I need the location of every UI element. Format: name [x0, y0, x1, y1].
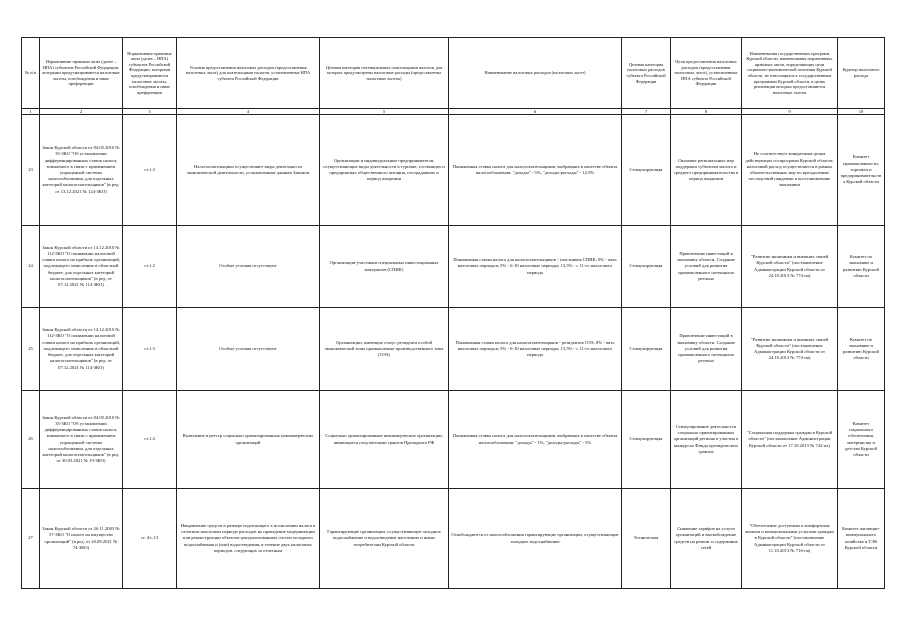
expenditure-type-cell: Стимулирующая — [622, 226, 671, 308]
conditions-cell: Направление средств в размере подлежащего к исчислению налога в отчетном налоговом периоде расходов на проведение модернизации или реконструкции объектов централизованных систем холодного водоснабжения и (или) водоотведения, в течение двух налоговых периодов, следующих за отчетным — [177, 489, 320, 589]
header-cell-category: Целевая категория потенциальных плательщиков налогов, для которых предусмотрены налоговые расходы (предоставлены налоговые льготы) — [320, 38, 449, 109]
column-number: 7 — [622, 109, 671, 115]
goal-cell: Привлечение инвестиций в экономику области. Создание условий для развития промышленного потенциала региона — [671, 308, 742, 391]
conditions-cell: Особые условия отсутствуют — [177, 308, 320, 391]
column-number: 4 — [177, 109, 320, 115]
article-cell: ст. 4/с.13 — [123, 489, 177, 589]
row-number: 24 — [22, 226, 40, 308]
program-cell: "Развитие экономики и внешних связей Курской области" (постановление Администрации Курской области от 24.10.2013 № 774-па) — [742, 308, 838, 391]
conditions-cell: Налогоплательщики осуществляют виды деятельности экономической деятельности, установленные данным Законом — [177, 115, 320, 226]
curator-cell: Комитет по экономике и развитию Курской области — [838, 226, 885, 308]
expenditure-type-cell: Стимулирующая — [622, 115, 671, 226]
header-cell-num: № п/п — [22, 38, 40, 109]
header-cell-curator: Куратор налогового расхода — [838, 38, 885, 109]
tax-expenditure-name-cell: Пониженная ставка налога для налогоплательщиков, выбравших в качестве объекта налогообложения: "доходы" - 5%; "доходы-расходы" - 12,5% — [449, 115, 622, 226]
program-cell: "Развитие экономики и внешних связей Курской области" (постановление Администрации Курской области от 24.10.2013 № 774-па) — [742, 226, 838, 308]
header-cell-name: Наименование налоговых расходов (налоговых льгот) — [449, 38, 622, 109]
header-cell-article: Нормативные правовые акты (далее – НПА) субъектов Российской Федерации, которыми предусматриваются налоговые льготы, освобождения и иные преференции — [123, 38, 177, 109]
table-row — [22, 226, 885, 308]
goal-cell: Стимулирование деятельности социально ориентированных организаций региона в участии в конкурсах Фонда президентских грантов — [671, 391, 742, 489]
header-cell-goal: Цели предоставления налоговых расходов (предоставления налоговых льгот), установленные НПА субъекта Российской Федерации — [671, 38, 742, 109]
header-row — [22, 38, 885, 109]
program-cell: "Социальная поддержка граждан в Курской области" (постановление Администрации Курской области от 17.10.2013 № 742-па) — [742, 391, 838, 489]
legal-act-cell: Закон Курской области от 14.12.2010 № 112-ЗКО "О понижении налоговой ставки налога на прибыль организаций, подлежащего зачислению в областной бюджет, для отдельных категорий налогоплательщиков" (в ред. от 07.12.2021 № 114-ЗКО) — [40, 308, 123, 391]
column-number: 5 — [320, 109, 449, 115]
category-cell: Гарантирующие организации, осуществляющие холодное водоснабжение и водоотведение населению и иным потребителям Курской области — [320, 489, 449, 589]
table-row — [22, 308, 885, 391]
category-cell: Организации-участники специальных инвестиционных контрактов (СПИК) — [320, 226, 449, 308]
category-cell: Организации, имеющие статус резидента особой экономической зоны промышленно-производственного типа (ОЭЗ) — [320, 308, 449, 391]
table-row — [22, 115, 885, 226]
curator-cell: Комитет промышленности, торговли и предпринимательства Курской области — [838, 115, 885, 226]
legal-act-cell: Закон Курской области от 04.05.2010 № 35-ЗКО "Об установлении дифференцированных ставок налога, взимаемого в связи с применением упрощенной системы налогообложения, для отдельных категорий налогоплательщиков" (в ред. от 13.12.2021 № 124-ЗКО) — [40, 115, 123, 226]
article-cell: ст.1.2 — [123, 226, 177, 308]
row-number: 27 — [22, 489, 40, 589]
goal-cell: Привлечение инвестиций в экономику области. Создание условий для развития промышленного потенциала региона — [671, 226, 742, 308]
goal-cell: Оказание региональных мер поддержки субъектам малого и среднего предпринимательства в период пандемии — [671, 115, 742, 226]
article-cell: ст.1.3 — [123, 115, 177, 226]
category-cell: Социально ориентированные некоммерческие организации, являющиеся получателями грантов Президента РФ — [320, 391, 449, 489]
program-cell: "Обеспечение доступным и комфортным жильем и коммунальными услугами граждан в Курской области" (постановление Администрации Курской области от 11.10.2013 № 716-па) — [742, 489, 838, 589]
header-cell-type: Целевая категория налоговых расходов субъекта Российской Федерации — [622, 38, 671, 109]
tax-expenditure-table — [21, 37, 885, 589]
category-cell: Организации и индивидуальные предприниматели, осуществляющие виды деятельности в туризме, гостиницах и предприятиях общественного питания, пострадавших в период пандемии — [320, 115, 449, 226]
table-row — [22, 391, 885, 489]
tax-expenditure-name-cell: Пониженная ставка налога для налогоплательщиков - участников СПИК: 0% - пять налоговых периодов; 5% - 6-10 налоговые периоды; 13,5% - с 11-го налогового периода — [449, 226, 622, 308]
tax-expenditure-name-cell: Освобождаются от налогообложения гарантирующие организации, осуществляющие холодное водоснабжение — [449, 489, 622, 589]
header-cell-conditions: Условия предоставления налоговых расходов (предоставления налоговых льгот) для плательщиков налогов, установленные НПА субъекта Российской Федерации — [177, 38, 320, 109]
column-number: 3 — [123, 109, 177, 115]
legal-act-cell: Закон Курской области от 14.12.2010 № 112-ЗКО "О понижении налоговой ставки налога на прибыль организаций, подлежащего зачислению в областной бюджет, для отдельных категорий налогоплательщиков" (в ред. от 07.12.2021 № 114-ЗКО) — [40, 226, 123, 308]
conditions-cell: Особые условия отсутствуют — [177, 226, 320, 308]
column-number: 10 — [838, 109, 885, 115]
expenditure-type-cell: Техническая — [622, 489, 671, 589]
legal-act-cell: Закон Курской области от 04.05.2010 № 35-ЗКО "Об установлении дифференцированных ставок налога, взимаемого в связи с применением упрощенной системы налогообложения, для отдельных категорий налогоплательщиков" (в ред. от 30.03.2021 № 19-ЗКО) — [40, 391, 123, 489]
row-number: 26 — [22, 391, 40, 489]
column-number: 2 — [40, 109, 123, 115]
legal-act-cell: Закон Курской области от 26.11.2003 № 57-ЗКО "О налоге на имущество организаций" (в ред. от 20.08.2021 № 74-ЗКО) — [40, 489, 123, 589]
tax-expenditure-name-cell: Пониженная ставка налога для налогоплательщиков - резидентов ОЭЗ: 0% - пять налоговых периодов; 5% - 6-10 налоговые периоды; 13,5% - с 11-го налогового периода — [449, 308, 622, 391]
column-number: 6 — [449, 109, 622, 115]
expenditure-type-cell: Стимулирующая — [622, 308, 671, 391]
header-cell-act: Нормативные правовые акты (далее – НПА) субъектов Российской Федерации, которыми предусматриваются налоговые льготы, освобождения и иные преференции — [40, 38, 123, 109]
column-number: 9 — [742, 109, 838, 115]
program-cell: Не соответствует конкретным целям действующих госпрограмм Курской области, налоговый расход осуществляется в рамках обязательственных мер по преодолению последствий пандемии и восстановлению экономики — [742, 115, 838, 226]
conditions-cell: Включение в реестр социально ориентированных некоммерческих организаций — [177, 391, 320, 489]
table-row — [22, 489, 885, 589]
column-number: 1 — [22, 109, 40, 115]
article-cell: ст.1.4 — [123, 391, 177, 489]
article-cell: ст.1.3 — [123, 308, 177, 391]
curator-cell: Комитет социального обеспечения, материнства и детства Курской области — [838, 391, 885, 489]
curator-cell: Комитет по экономике и развитию Курской области — [838, 308, 885, 391]
row-number: 25 — [22, 308, 40, 391]
curator-cell: Комитет жилищно-коммунального хозяйства и ТЭК Курской области — [838, 489, 885, 589]
goal-cell: Снижение тарифов на услуги организаций и высвобождение средств на ремонт и содержание сетей — [671, 489, 742, 589]
column-number: 8 — [671, 109, 742, 115]
header-cell-program: Наименования государственных программ Курской области, наименования нормативных правовых актов, определяющих цели социально-экономической политики Курской области, не относящихся к государственным программам Курской области, в целях реализации которых предоставляются налоговые льготы — [742, 38, 838, 109]
row-number: 23 — [22, 115, 40, 226]
tax-expenditure-name-cell: Пониженная ставка налога для налогоплательщиков, выбравших в качестве объекта налогообложения: "доходы" - 1%; "доходы-расходы" - 5% — [449, 391, 622, 489]
expenditure-type-cell: Стимулирующая — [622, 391, 671, 489]
